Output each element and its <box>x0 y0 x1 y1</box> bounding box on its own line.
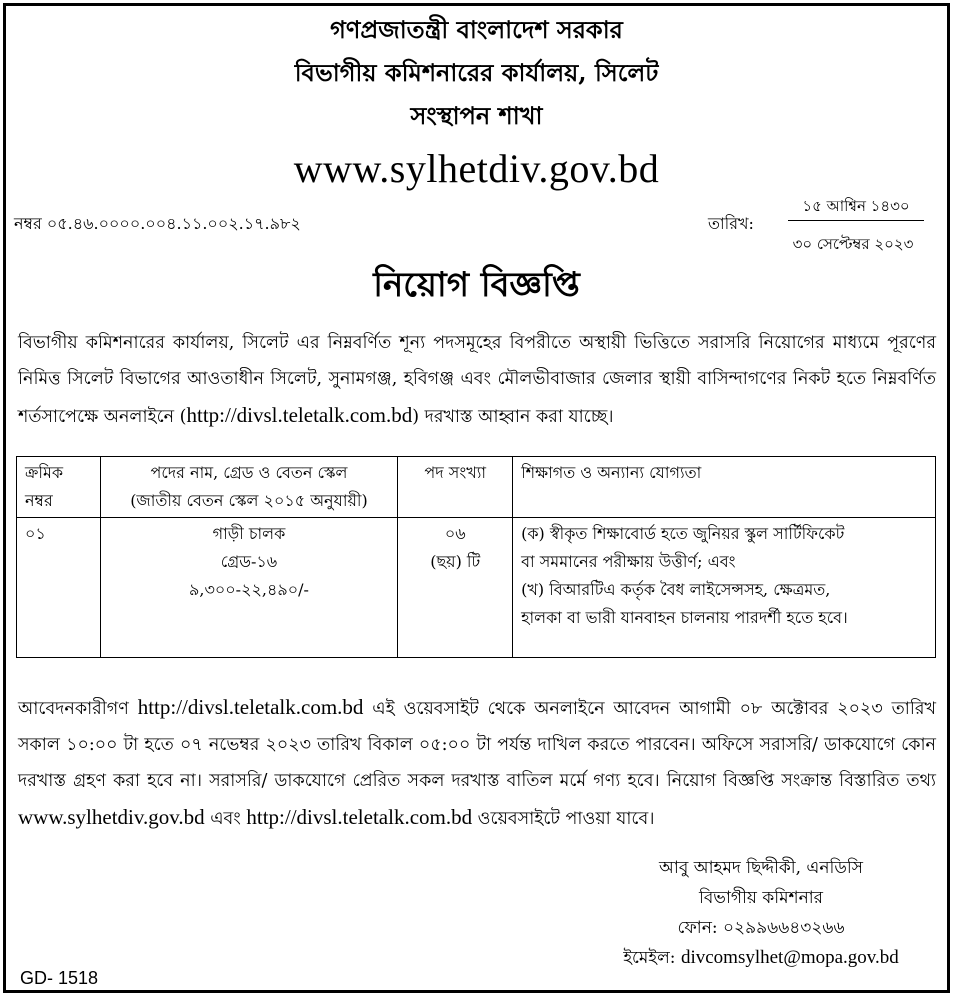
table-header-row <box>17 457 936 518</box>
signatory-name: আবু আহমদ ছিদ্দীকী, এনডিসি <box>659 858 863 878</box>
intro-text-end: ) দরখাস্ত আহ্বান করা যাচ্ছে। <box>412 407 614 427</box>
signatory-designation: বিভাগীয় কমিশনার <box>698 888 824 908</box>
row-count <box>398 518 513 658</box>
intro-paragraph <box>18 325 936 435</box>
intro-url: http://divsl.teletalk.com.bd <box>186 403 413 427</box>
header-qualification: শিক্ষাগত ও অন্যান্য যোগ্যতা <box>513 457 936 518</box>
header-office: বিভাগীয় কমিশনারের কার্যালয়, সিলেট <box>294 58 659 87</box>
application-paragraph: আবেদনকারীগণ http://divsl.teletalk.com.bd এই ওয়েবসাইট থেকে অনলাইনে আবেদন আগামী ০৮ অক্টোবর ২০২৩ তারিখ সকাল ১০:০০ টা হতে ০৭ নভেম্বর ২০২৩ তারিখ বিকাল ০৫:০০ টা পর্যন্ত দাখিল করতে পারবেন। অফিসে সরাসরি/ ডাকযোগে কোন দরখাস্ত গ্রহণ করা হবে না। সরাসরি/ ডাকযোগে প্রেরিত সকল দরখাস্ত বাতিল মর্মে গণ্য হবে। নিয়োগ বিজ্ঞপ্তি সংক্রান্ত বিস্তারিত তথ্য www.sylhetdiv.gov.bd এবং http://divsl.teletalk.com.bd ওয়েবসাইটে পাওয়া যাবে। <box>18 695 936 829</box>
date-block <box>708 191 928 261</box>
header-section: সংস্থাপন শাখা <box>410 101 543 130</box>
date-english: ৩০ সেপ্টেম্বর ২০২৩ <box>792 235 914 253</box>
header-website: www.sylhetdiv.gov.bd <box>293 146 660 191</box>
notice-title: নিয়োগ বিজ্ঞপ্তি <box>373 265 580 305</box>
memo-number: নম্বর ০৫.৪৬.০০০০.০০৪.১১.০০২.১৭.৯৮২ <box>14 214 301 233</box>
signature-block <box>566 853 956 973</box>
application-url-3: http://divsl.teletalk.com.bd <box>246 805 473 829</box>
table-row <box>17 518 936 658</box>
header-post: পদের নাম, গ্রেড ও বেতন স্কেল (জাতীয় বেতন স্কেল ২০১৫ অনুযায়ী) <box>100 457 398 518</box>
row-serial: ০১ <box>17 518 101 658</box>
header-government: গণপ্রজাতন্ত্রী বাংলাদেশ সরকার <box>330 15 623 44</box>
count-number: ০৬ <box>444 524 466 543</box>
posts-table <box>16 456 936 658</box>
header-count: পদ সংখ্যা <box>398 457 513 518</box>
date-bangla: ১৫ আশ্বিন ১৪৩০ <box>802 197 910 215</box>
notice-page <box>3 3 950 993</box>
row-post <box>100 518 398 658</box>
application-url-1: http://divsl.teletalk.com.bd <box>137 695 364 719</box>
post-grade: গ্রেড-১৬ <box>220 552 278 571</box>
signatory-email: ইমেইল: divcomsylhet@mopa.gov.bd <box>623 947 899 968</box>
gd-code: GD- 1518 <box>20 968 99 988</box>
intro-text-start: বিভাগীয় কমিশনারের কার্যালয়, সিলেট এর নিম্নবর্ণিত শূন্য পদসমূহের বিপরীতে অস্থায়ী ভিত্তিতে সরাসরি নিয়োগের মাধ্যমে পূরণের নিমিত্ত সিলেট বিভাগের আওতাধীন সিলেট, সুনামগঞ্জ, হবিগঞ্জ এবং মৌলভীবাজার জেলার স্থায়ী বাসিন্দাগণের নিকট হতে নিম্নবর্ণিত শর্তসাপেক্ষে অনলাইনে ( <box>18 333 936 427</box>
post-scale: ৯,৩০০-২২,৪৯০/- <box>188 580 309 599</box>
date-divider <box>788 220 924 221</box>
application-url-2: www.sylhetdiv.gov.bd <box>18 805 205 829</box>
header-serial: ক্রমিক নম্বর <box>17 457 101 518</box>
row-qualification: (ক) স্বীকৃত শিক্ষাবোর্ড হতে জুনিয়র স্কুল সার্টিফিকেট বা সমমানের পরীক্ষায় উত্তীর্ণ; এবং (খ) বিআরটিএ কর্তৃক বৈধ লাইসেন্সসহ, ক্ষেত্রমত, হালকা বা ভারী যানবাহন চালনায় পারদর্শী হতে হবে। <box>513 518 936 658</box>
count-words: (ছয়) টি <box>430 552 481 571</box>
date-label: তারিখ: <box>708 214 754 233</box>
post-name: গাড়ী চালক <box>212 524 286 543</box>
signatory-phone: ফোন: ০২৯৯৬৬৪৩২৬৬ <box>677 918 845 938</box>
